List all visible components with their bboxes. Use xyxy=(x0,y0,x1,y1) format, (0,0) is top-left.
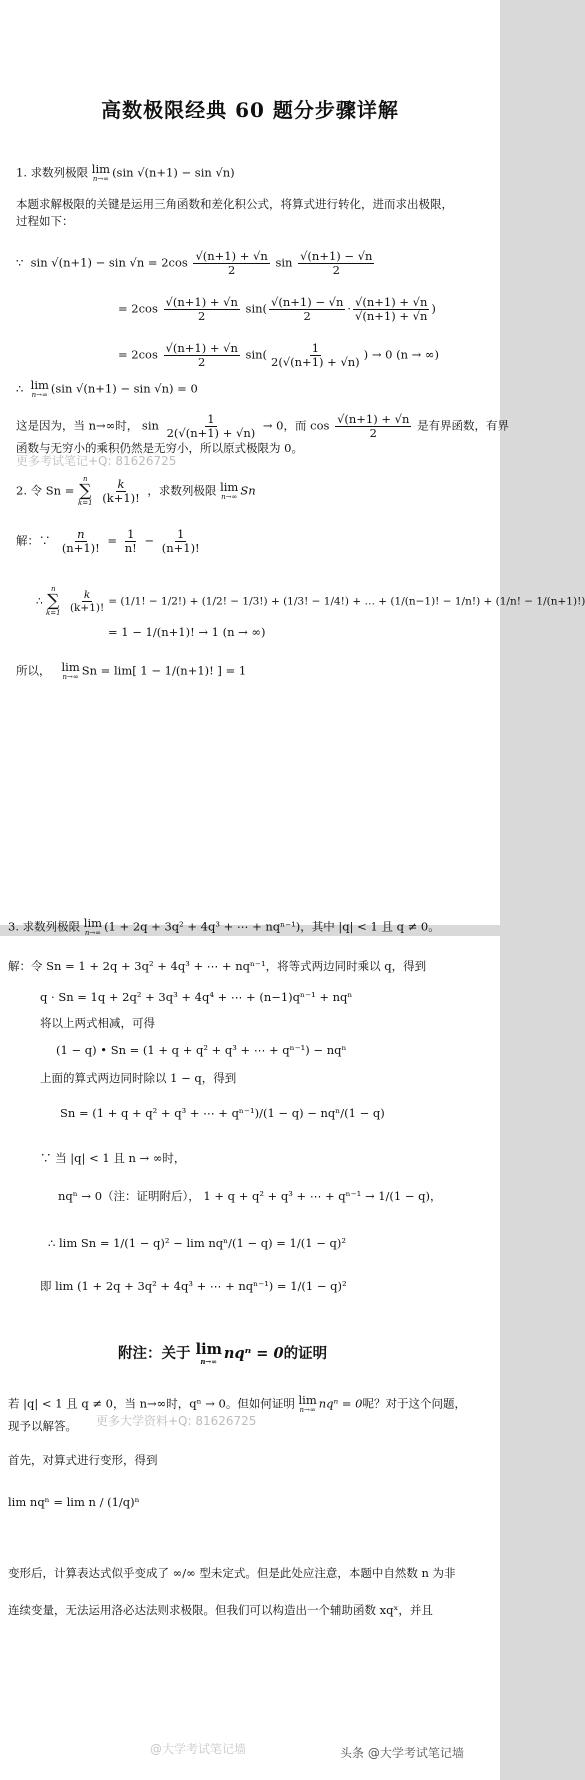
q3-step2: q · Sn = 1q + 2q² + 3q³ + 4q⁴ + ⋯ + (n−1)qⁿ⁻¹ + nqⁿ xyxy=(40,990,353,1004)
q3-step4: (1 − q) • Sn = (1 + q + q² + q³ + ⋯ + qⁿ⁻¹) − nqⁿ xyxy=(56,1043,347,1057)
q2-step1: 解：∵ $\frac{n}{(n+1)!}$ = $\frac{1}{n!}$ − $\frac{1}{(n+1)!}$ xyxy=(16,527,200,556)
q2-step2: ∴ n ∑ k=1 $\frac{k}{(k+1)!}$ = (1/1! − 1/2!) + (1/2! − 1/3!) + (1/3! − 1/4!) + … + (1/(n−1)! − 1/n!) + (1/n! − 1/(n+1)!) xyxy=(36,585,585,617)
note-title: 附注：关于 lim n→∞ nqⁿ = 0的证明 xyxy=(118,1341,328,1366)
note-line3: 首先，对算式进行变形，得到 xyxy=(8,1453,158,1467)
q2-final: 所以， lim n→∞ Sn = lim[ 1 − 1/(n+1)! ] = 1 xyxy=(16,660,247,681)
source-credit: 头条 @大学考试笔记墙 xyxy=(340,1746,464,1760)
note-line6: 连续变量，无法运用洛必达法则求极限。但我们可以构造出一个辅助函数 xqˣ，并且 xyxy=(8,1603,433,1617)
q1-step1: ∵ sin √(n+1) − sin √n = 2cos $\frac{√(n+1) + √n}{2}$ sin $\frac{√(n+1) - √n}{2}$ xyxy=(16,249,373,278)
q1-reason-line2: 函数与无穷小的乘积仍然是无穷小，所以原式极限为 0。 xyxy=(16,441,303,455)
page-2 xyxy=(0,916,500,1780)
q2-heading: 2. 令 Sn = n ∑ k=1 $\frac{k}{(k+1)!}$ ，求数列极限 lim n→∞ Sn xyxy=(16,475,256,507)
q1-intro-line1: 本题求解极限的关键是运用三角函数和差化积公式，将算式进行转化，进而求出极限， xyxy=(16,197,453,211)
q1-step2: = 2cos $\frac{√(n+1) + √n}{2}$ sin( $\frac{√(n+1) - √n}{2}$ · $\frac{√(n+1) + √n}{√(n+1) + √n}$ ) xyxy=(118,295,436,324)
q2-step3: = 1 − 1/(n+1)! → 1 (n → ∞) xyxy=(108,625,266,639)
q3-step6: Sn = (1 + q + q² + q³ + ⋯ + qⁿ⁻¹)/(1 − q) − nqⁿ/(1 − q) xyxy=(60,1106,385,1120)
note-line1: 若 |q| < 1 且 q ≠ 0，当 n→∞时，qⁿ → 0。但如何证明 lim n→∞ nqⁿ = 0呢？对于这个问题， xyxy=(8,1393,466,1414)
q3-step8: nqⁿ → 0（注：证明附后）， 1 + q + q² + q³ + ⋯ + qⁿ⁻¹ → 1/(1 − q)， xyxy=(58,1189,442,1203)
q3-heading: 3. 求数列极限 lim n→∞ (1 + 2q + 3q² + 4q³ + ⋯ + nqⁿ⁻¹)，其中 |q| < 1 且 q ≠ 0。 xyxy=(8,916,440,937)
note-line4: lim nqⁿ = lim n / (1/q)ⁿ xyxy=(8,1495,140,1509)
q3-step9: ∴ lim Sn = 1/(1 − q)² − lim nqⁿ/(1 − q) = 1/(1 − q)² xyxy=(48,1236,346,1250)
footer-watermark: @大学考试笔记墙 xyxy=(150,1742,247,1756)
q3-step1: 解：令 Sn = 1 + 2q + 3q² + 4q³ + ⋯ + nqⁿ⁻¹，将等式两边同时乘以 q，得到 xyxy=(8,959,427,973)
note-line5: 变形后，计算表达式似乎变成了 ∞/∞ 型未定式。但是此处应注意，本题中自然数 n 为非 xyxy=(8,1566,456,1580)
q3-step5: 上面的算式两边同时除以 1 − q，得到 xyxy=(40,1071,237,1085)
q1-step3: = 2cos $\frac{√(n+1) + √n}{2}$ sin( $\frac{1}{2(√(n+1) + √n)}$ ) → 0 (n → ∞) xyxy=(118,341,439,370)
document-title: 高数极限经典 60 题分步骤详解 xyxy=(101,98,399,122)
note-line2: 现予以解答。 xyxy=(8,1419,77,1433)
q3-step3: 将以上两式相减，可得 xyxy=(40,1016,155,1030)
watermark: 更多考试笔记+Q: 81626725 xyxy=(16,454,177,468)
watermark: 更多大学资料+Q: 81626725 xyxy=(96,1414,257,1428)
q1-reason-line1: 这是因为，当 n→∞时， sin $\frac{1}{2(√(n+1) + √n)}$ → 0，而 cos $\frac{√(n+1) + √n}{2}$ 是有界函数，有界 xyxy=(16,412,510,441)
q3-step10: 即 lim (1 + 2q + 3q² + 4q³ + ⋯ + nqⁿ⁻¹) = 1/(1 − q)² xyxy=(40,1279,347,1293)
q1-result: ∴ lim n→∞ (sin √(n+1) − sin √n) = 0 xyxy=(16,378,198,399)
q1-intro-line2: 过程如下： xyxy=(16,214,74,228)
q1-heading: 1. 求数列极限 lim n→∞ (sin √(n+1) − sin √n) xyxy=(16,162,235,183)
q3-step7: ∵ 当 |q| < 1 且 n → ∞时， xyxy=(40,1151,186,1165)
lim-symbol: lim n→∞ xyxy=(91,162,111,183)
